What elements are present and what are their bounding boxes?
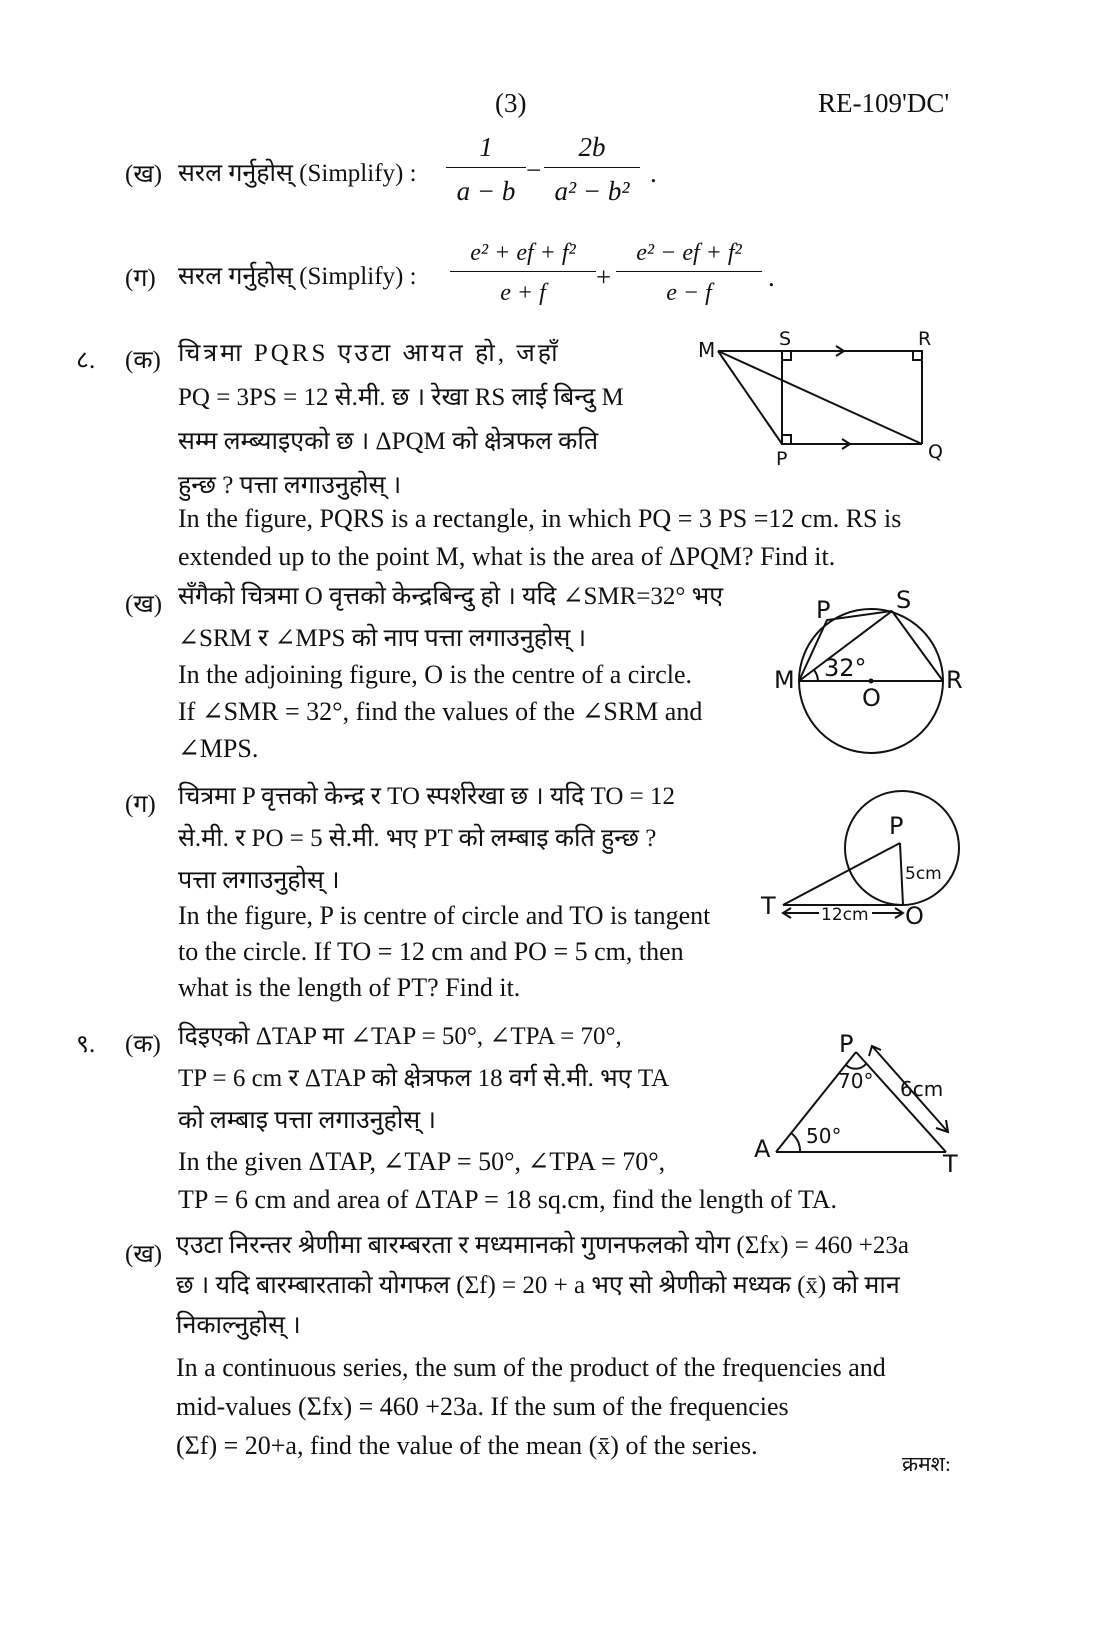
- rectangle-pqrs-figure: [690, 326, 960, 466]
- q8-ka-label: (क): [125, 347, 161, 374]
- label-q: Q: [928, 441, 943, 463]
- label-o: O: [905, 902, 924, 930]
- text-line: से.मी. र PO = 5 से.मी. भए PT को लम्बाइ कति हुन्छ ?: [178, 825, 657, 852]
- label-m: M: [774, 666, 795, 694]
- text-line: TP = 6 cm and area of ΔTAP = 18 sq.cm, find the length of TA.: [178, 1185, 838, 1214]
- label-m: M: [698, 338, 716, 362]
- q7-ga-plus: +: [596, 262, 612, 292]
- label-o: O: [862, 684, 881, 712]
- text-line: ∠MPS.: [178, 734, 259, 763]
- fraction-denominator: a² − b²: [554, 176, 630, 206]
- text-line: एउटा निरन्तर श्रेणीमा बारम्बरता र मध्यमानको गुणनफलको योग (Σfx) = 460 +23a: [176, 1232, 909, 1259]
- label-p: P: [839, 1030, 854, 1058]
- q8-ga-english-text: [178, 898, 748, 1006]
- text-line: what is the length of PT? Find it.: [178, 973, 521, 1002]
- q8-kha-nepali-text: [178, 576, 778, 660]
- q7-kha-label: (ख): [125, 161, 163, 188]
- q9-kha-english-text: [176, 1348, 976, 1465]
- label-r: R: [918, 328, 932, 350]
- side-tp-label: 6cm: [900, 1077, 944, 1101]
- text-line: सँगैको चित्रमा O वृत्तको केन्द्रबिन्दु हो । यदि ∠SMR=32° भए: [178, 583, 724, 610]
- fraction-denominator: e + f: [500, 280, 546, 306]
- text-line: In a continuous series, the sum of the product of the frequencies and: [176, 1353, 886, 1382]
- q8-ka-english-text: [178, 500, 978, 576]
- fraction-denominator: e − f: [666, 280, 712, 306]
- label-s: S: [779, 328, 792, 350]
- q7-ga-label: (ग): [125, 265, 156, 292]
- label-t: T: [761, 892, 776, 920]
- tangent-length-label: 12cm: [821, 905, 869, 925]
- triangle-tap-figure: [750, 1026, 970, 1176]
- fraction-numerator: 1: [446, 132, 526, 168]
- text-line: चित्रमा PQRS एउटा आयत हो, जहाँ: [178, 340, 561, 367]
- q8-ga-nepali-text: [178, 776, 758, 902]
- label-r: R: [946, 666, 963, 694]
- angle-label: 32°: [824, 654, 867, 682]
- q7-ga-fraction-1: [450, 240, 596, 307]
- text-line: पत्ता लगाउनुहोस् ।: [178, 867, 340, 894]
- label-p: P: [776, 448, 788, 466]
- q7-kha-prompt: सरल गर्नुहोस् (Simplify) :: [178, 160, 417, 187]
- text-line: In the figure, P is centre of circle and TO is tangent: [178, 901, 711, 930]
- q9-kha-label: (ख): [125, 1241, 163, 1268]
- text-line: to the circle. If TO = 12 cm and PO = 5 cm, then: [178, 937, 684, 966]
- q9-kha-nepali-text: [176, 1226, 976, 1346]
- text-line: ∠SRM र ∠MPS को नाप पत्ता लगाउनुहोस् ।: [178, 625, 587, 652]
- label-s: S: [896, 586, 912, 614]
- q8-number: ८.: [76, 347, 96, 374]
- q9-number: ९.: [76, 1031, 96, 1058]
- text-line: In the given ΔTAP, ∠TAP = 50°, ∠TPA = 70°,: [178, 1147, 666, 1176]
- label-t: T: [943, 1150, 958, 1176]
- text-line: चित्रमा P वृत्तको केन्द्र र TO स्पर्शरेखा छ । यदि TO = 12: [178, 783, 675, 810]
- q7-ga-prompt: सरल गर्नुहोस् (Simplify) :: [178, 263, 417, 290]
- q7-kha-period: .: [650, 158, 657, 188]
- fraction-numerator: e² − ef + f²: [616, 240, 762, 272]
- text-line: In the adjoining figure, O is the centre of a circle.: [178, 660, 693, 689]
- fraction-numerator: e² + ef + f²: [450, 240, 596, 272]
- text-line: TP = 6 cm र ΔTAP को क्षेत्रफल 18 वर्ग से.मी. भए TA: [178, 1065, 670, 1092]
- q9-ka-nepali-text: [178, 1016, 738, 1142]
- text-line: सम्म लम्ब्याइएको छ । ΔPQM को क्षेत्रफल कति: [178, 428, 599, 455]
- text-line: extended up to the point M, what is the area of ΔPQM? Find it.: [178, 542, 836, 571]
- q9-ka-label: (क): [125, 1031, 161, 1058]
- text-line: निकाल्नुहोस् ।: [176, 1312, 301, 1339]
- q7-kha-fraction-1: [446, 132, 526, 207]
- q7-ga-period: .: [768, 262, 775, 292]
- text-line: को लम्बाइ पत्ता लगाउनुहोस् ।: [178, 1107, 436, 1134]
- text-line: In the figure, PQRS is a rectangle, in which PQ = 3 PS =12 cm. RS is: [178, 504, 902, 533]
- fraction-numerator: 2b: [544, 132, 640, 168]
- q8-kha-english-text: [178, 656, 778, 767]
- q7-ga-fraction-2: [616, 240, 762, 307]
- angle-a-label: 50°: [806, 1124, 842, 1148]
- angle-p-label: 70°: [838, 1069, 874, 1093]
- text-line: mid-values (Σfx) = 460 +23a. If the sum of the frequencies: [176, 1392, 789, 1421]
- q7-kha-minus: −: [526, 155, 542, 185]
- text-line: छ । यदि बारम्बारताको योगफल (Σf) = 20 + a भए सो श्रेणीको मध्यक (x̄) को मान: [176, 1272, 900, 1299]
- q8-kha-label: (ख): [125, 591, 163, 618]
- continued-note: क्रमश:: [902, 1452, 951, 1476]
- text-line: दिइएको ΔTAP मा ∠TAP = 50°, ∠TPA = 70°,: [178, 1023, 622, 1050]
- text-line: हुन्छ ? पत्ता लगाउनुहोस् ।: [178, 472, 402, 499]
- radius-label: 5cm: [905, 864, 942, 884]
- text-line: PQ = 3PS = 12 से.मी. छ । रेखा RS लाई बिन्दु M: [178, 384, 624, 411]
- page-number: (3): [495, 88, 527, 118]
- q8-ga-label: (ग): [125, 791, 156, 818]
- label-p: P: [889, 812, 904, 840]
- label-p: P: [816, 596, 831, 624]
- q7-kha-fraction-2: [544, 132, 640, 207]
- paper-code: RE-109'DC': [818, 88, 950, 118]
- tangent-circle-figure: [755, 788, 975, 948]
- q8-ka-nepali-text: [178, 332, 678, 508]
- text-line: If ∠SMR = 32°, find the values of the ∠SRM and: [178, 697, 703, 726]
- circle-centre-o-figure: [770, 586, 980, 756]
- text-line: (Σf) = 20+a, find the value of the mean (x̄) of the series.: [176, 1431, 758, 1460]
- fraction-denominator: a − b: [456, 176, 516, 206]
- label-a: A: [754, 1135, 771, 1163]
